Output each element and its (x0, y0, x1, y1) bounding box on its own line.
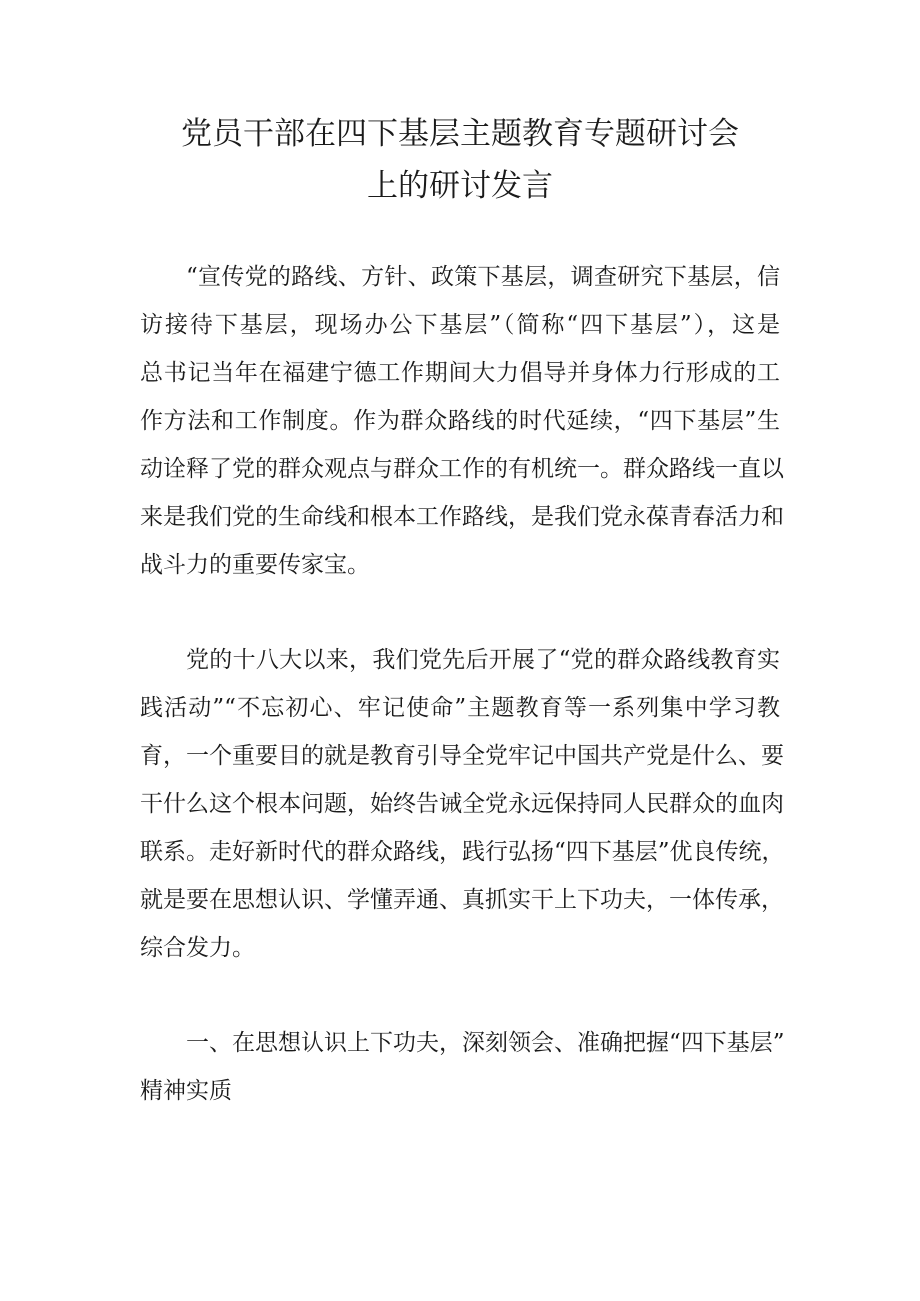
paragraph-2-line-5: 联系。走好新时代的群众路线，践行弘扬“四下基层”优良传统， (140, 839, 785, 865)
paragraph-1-line-7: 战斗力的重要传家宝。 (140, 552, 370, 578)
paragraph-1-line-4: 作方法和工作制度。作为群众路线的时代延续，“四下基层”生 (140, 408, 780, 434)
paragraph-1-line-2: 访接待下基层，现场办公下基层”（简称“四下基层”），这是 (140, 312, 780, 338)
paragraph-2-line-6: 就是要在思想认识、学懂弄通、真抓实干上下功夫，一体传承， (140, 887, 784, 913)
paragraph-1-line-6: 来是我们党的生命线和根本工作路线，是我们党永葆青春活力和 (140, 504, 784, 530)
section-heading-line-2: 精神实质 (140, 1078, 232, 1104)
paragraph-1-line-5: 动诠释了党的群众观点与群众工作的有机统一。群众路线一直以 (140, 456, 784, 482)
document-title-line-1: 党员干部在四下基层主题教育专题研讨会 (181, 116, 739, 152)
paragraph-2-line-7: 综合发力。 (140, 935, 255, 961)
document-title-line-2: 上的研讨发言 (367, 168, 553, 204)
paragraph-2-line-4: 干什么这个根本问题，始终告诫全党永远保持同人民群众的血肉 (140, 791, 784, 817)
paragraph-2-line-3: 育，一个重要目的就是教育引导全党牢记中国共产党是什么、要 (140, 743, 784, 769)
paragraph-2-line-2: 践活动”“不忘初心、牢记使命”主题教育等一系列集中学习教 (140, 695, 780, 721)
paragraph-1-line-1: “宣传党的路线、方针、政策下基层，调查研究下基层，信 (186, 264, 780, 290)
paragraph-2-line-1: 党的十八大以来，我们党先后开展了“党的群众路线教育实 (186, 647, 780, 673)
paragraph-1-line-3: 总书记当年在福建宁德工作期间大力倡导并身体力行形成的工 (140, 360, 780, 386)
section-heading-line-1: 一、在思想认识上下功夫，深刻领会、准确把握“四下基层” (186, 1030, 785, 1056)
